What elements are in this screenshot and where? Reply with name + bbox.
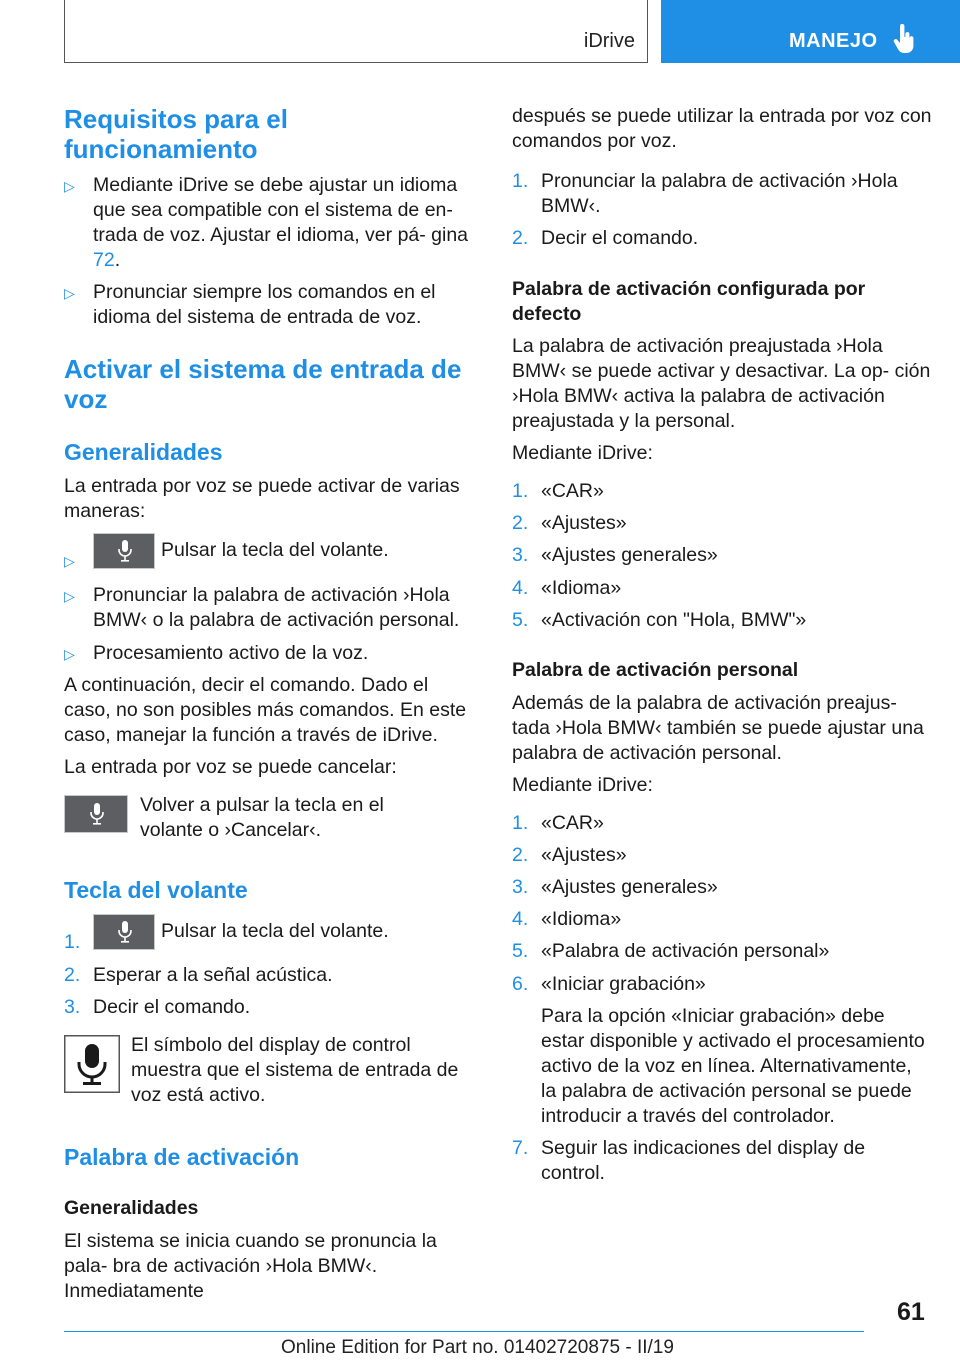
step-text: «Ajustes» xyxy=(541,512,627,534)
heading-personal: Palabra de activación personal xyxy=(512,659,799,681)
list-item xyxy=(512,972,932,1129)
step-number: 2. xyxy=(64,964,81,986)
step-number: 7. xyxy=(512,1137,529,1159)
list-item xyxy=(512,875,932,900)
microphone-icon xyxy=(88,803,106,825)
step-number: 4. xyxy=(512,908,529,930)
step-text: «CAR» xyxy=(541,812,604,834)
step-number: 2. xyxy=(512,512,529,534)
step-text: Decir el comando. xyxy=(541,227,699,249)
mediante-text: Mediante iDrive: xyxy=(512,774,653,796)
gen-after: A continuación, decir el comando. Dado el caso, no son posibles más comandos. En este caso, manejar la función a través de iDrive. xyxy=(64,674,467,746)
step-number: 4. xyxy=(512,577,529,599)
step-text: «Idioma» xyxy=(541,908,622,930)
list-item xyxy=(64,533,478,569)
step-number: 6. xyxy=(512,973,529,995)
step-text: «Activación con "Hola, BMW"» xyxy=(541,609,807,631)
step-number: 3. xyxy=(512,544,529,566)
list-item xyxy=(64,583,478,633)
header-chapter-label: MANEJO xyxy=(789,30,878,52)
cont-text: después se puede utilizar la entrada por voz con comandos por voz. xyxy=(512,105,932,152)
list-item xyxy=(512,907,932,932)
step-number: 3. xyxy=(64,996,81,1018)
cancel-intro: La entrada por voz se puede cancelar: xyxy=(64,756,397,778)
display-text: El símbolo del display de control muestra que el sistema de entrada de voz está activo. xyxy=(131,1034,459,1106)
microphone-icon xyxy=(116,540,134,562)
page-number: 61 xyxy=(897,1298,925,1326)
step-number: 5. xyxy=(512,609,529,631)
list-item xyxy=(64,995,478,1020)
step-subtext: Para la opción «Iniciar grabación» debe estar disponible y activado el procesamiento activo de la voz en línea. Alternativamente, la palabra de activación personal se puede introducir a través del controlador. xyxy=(541,1005,925,1127)
personal-text: Además de la palabra de activación preajus- tada ›Hola BMW‹ también se puede ajustar una palabra de activación personal. xyxy=(512,692,924,764)
footer-rule xyxy=(64,1331,864,1332)
step-number: 1. xyxy=(512,170,529,192)
header-chapter-tab[interactable] xyxy=(661,0,960,63)
header-section-label: iDrive xyxy=(583,30,635,52)
list-item xyxy=(512,1136,932,1186)
heading-generalidades-2: Generalidades xyxy=(64,1197,199,1219)
step-text: «Ajustes» xyxy=(541,844,627,866)
list-item xyxy=(64,914,478,953)
list-item xyxy=(512,811,932,836)
step-text: «Ajustes generales» xyxy=(541,544,718,566)
step-number: 5. xyxy=(512,940,529,962)
step-number: 1. xyxy=(512,480,529,502)
step-text: Esperar a la señal acústica. xyxy=(93,964,333,986)
mediante-text: Mediante iDrive: xyxy=(512,442,653,464)
gen-item-text: Pulsar la tecla del volante. xyxy=(161,539,389,562)
heading-requisitos: Requisitos para el funcionamiento xyxy=(64,104,288,164)
heading-tecla: Tecla del volante xyxy=(64,877,248,903)
step-text: «Palabra de activación personal» xyxy=(541,940,830,962)
step-text: «CAR» xyxy=(541,480,604,502)
step-number: 1. xyxy=(64,931,81,953)
list-item xyxy=(512,511,932,536)
microphone-icon xyxy=(116,921,134,943)
list-item xyxy=(512,576,932,601)
gen-item-text: Procesamiento activo de la voz. xyxy=(93,642,369,664)
voice-key-button xyxy=(64,795,128,833)
step-text: «Iniciar grabación» xyxy=(541,973,706,995)
req-item-text: Mediante iDrive se debe ajustar un idioma que sea compatible con el sistema de en- trada de voz. Ajustar el idioma, ver pá- gina xyxy=(93,174,469,246)
triangle-bullet-icon: ▷ xyxy=(64,553,75,569)
triangle-bullet-icon: ▷ xyxy=(64,178,75,194)
req-item-text: Pronunciar siempre los comandos en el idioma del sistema de entrada de voz. xyxy=(93,281,436,328)
gen2-text: El sistema se inicia cuando se pronuncia la pala- bra de activación ›Hola BMW‹. Inmediatamente xyxy=(64,1230,437,1302)
heading-defecto: Palabra de activación configurada por defecto xyxy=(512,278,866,325)
voice-active-display-icon xyxy=(64,1035,120,1093)
voice-key-button xyxy=(93,914,155,950)
step-text: «Idioma» xyxy=(541,577,622,599)
list-item xyxy=(512,843,932,868)
list-item xyxy=(64,641,478,666)
step-number: 2. xyxy=(512,227,529,249)
triangle-bullet-icon: ▷ xyxy=(64,285,75,301)
step-number: 1. xyxy=(512,812,529,834)
list-item xyxy=(512,169,932,219)
gen-intro: La entrada por voz se puede activar de varias maneras: xyxy=(64,475,460,522)
voice-key-button xyxy=(93,533,155,569)
header-section-box xyxy=(64,0,648,63)
heading-palabra: Palabra de activación xyxy=(64,1144,300,1170)
triangle-bullet-icon: ▷ xyxy=(64,646,75,662)
defecto-text: La palabra de activación preajustada ›Hola BMW‹ se puede activar y desactivar. La op- ción ›Hola BMW‹ activa la palabra de activación preajustada y la personal. xyxy=(512,335,931,432)
cancel-text: Volver a pulsar la tecla en el volante o ›Cancelar‹. xyxy=(140,794,384,841)
triangle-bullet-icon: ▷ xyxy=(64,588,75,604)
list-item xyxy=(512,226,932,251)
step-text: Pronunciar la palabra de activación ›Hola BMW‹. xyxy=(541,170,898,217)
list-item xyxy=(512,608,932,633)
step-text: Pulsar la tecla del volante. xyxy=(161,920,389,943)
heading-activar: Activar el sistema de entrada de voz xyxy=(64,354,462,414)
list-item xyxy=(64,963,478,988)
list-item xyxy=(64,173,478,273)
page-reference-link[interactable]: 72 xyxy=(93,249,115,271)
gen-item-text: Pronunciar la palabra de activación ›Hola BMW‹ o la palabra de activación personal. xyxy=(93,584,460,631)
list-item xyxy=(512,939,932,964)
step-number: 3. xyxy=(512,876,529,898)
step-text: Decir el comando. xyxy=(93,996,251,1018)
step-number: 2. xyxy=(512,844,529,866)
footer-edition: Online Edition for Part no. 01402720875 - II/19 xyxy=(281,1337,674,1358)
step-text: «Ajustes generales» xyxy=(541,876,718,898)
req-item-tail: . xyxy=(114,249,121,271)
list-item xyxy=(64,280,478,330)
step-text: Seguir las indicaciones del display de control. xyxy=(541,1137,866,1184)
list-item xyxy=(512,543,932,568)
hand-pointer-icon xyxy=(893,24,917,54)
heading-generalidades: Generalidades xyxy=(64,439,223,465)
list-item xyxy=(512,479,932,504)
